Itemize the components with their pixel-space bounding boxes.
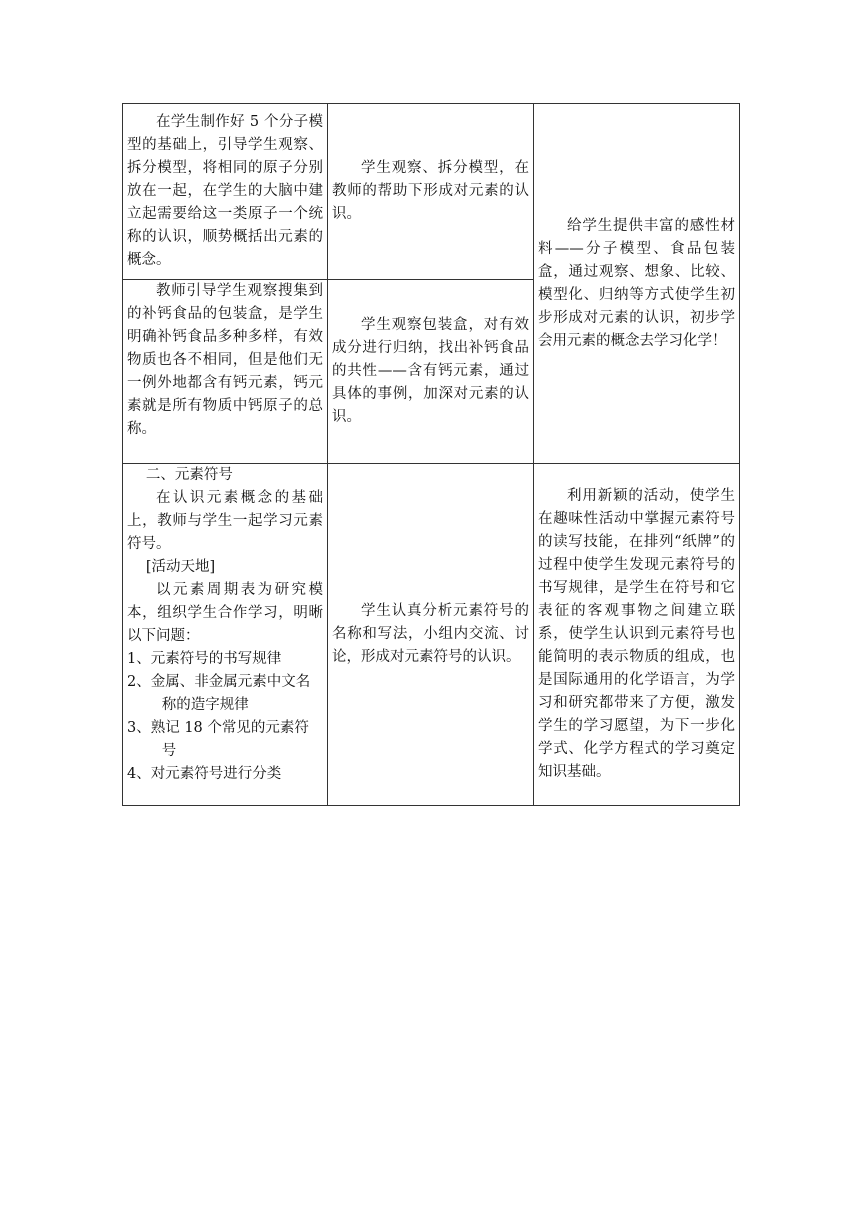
teacher-activity-cell bbox=[123, 104, 328, 280]
design-intent-text: 给学生提供丰富的感性材料——分子模型、食品包装盒，通过观察、想象、比较、模型化、归纳等方式使学生初步形成对元素的认识，初步学会用元素的概念去学习化学！ bbox=[538, 217, 735, 349]
list-item: 2、金属、非金属元素中文名称的造字规律 bbox=[127, 674, 311, 713]
activity-label: [活动天地] bbox=[145, 559, 216, 575]
teacher-activity-text: 教师引导学生观察搜集到的补钙食品的包装盒，是学生明确补钙食品多种多样，有效物质也各不相同，但是他们无一例外地都含有钙元素，钙元素就是所有物质中钙原子的总称。 bbox=[127, 283, 323, 437]
design-intent-cell bbox=[534, 104, 740, 464]
list-item: 3、熟记 18 个常见的元素符号 bbox=[127, 720, 309, 759]
teacher-activity-cell bbox=[123, 464, 328, 806]
student-activity-cell bbox=[328, 280, 534, 464]
student-activity-cell bbox=[328, 464, 534, 806]
design-intent-cell bbox=[534, 464, 740, 806]
section-intro: 在认识元素概念的基础上，教师与学生一起学习元素符号。 bbox=[127, 490, 323, 552]
student-activity-text: 学生观察包装盒，对有效成分进行归纳，找出补钙食品的共性——含有钙元素，通过具体的事例，加深对元素的认识。 bbox=[332, 317, 529, 425]
section-heading: 二、元素符号 bbox=[145, 467, 233, 483]
table-row bbox=[123, 104, 740, 280]
activity-task: 以元素周期表为研究模本，组织学生合作学习，明晰以下问题： bbox=[127, 582, 323, 644]
student-activity-cell bbox=[328, 104, 534, 280]
design-intent-text: 利用新颖的活动，使学生在趣味性活动中掌握元素符号的读写技能，在排列“纸牌”的过程中使学生发现元素符号的书写规律，是学生在符号和它表征的客观事物之间建立联系，使学生认识到元素符号也能简明的表示物质的组成，也是国际通用的化学语言，为学习和研究都带来了方便，激发学生的学习愿望，为下一步化学式、化学方程式的学习奠定知识基础。 bbox=[538, 488, 735, 780]
list-item: 4、对元素符号进行分类 bbox=[127, 766, 282, 782]
student-activity-text: 学生观察、拆分模型，在教师的帮助下形成对元素的认识。 bbox=[332, 160, 529, 222]
teacher-activity-cell bbox=[123, 280, 328, 464]
lesson-plan-table bbox=[122, 103, 740, 806]
student-activity-text: 学生认真分析元素符号的名称和写法，小组内交流、讨论，形成对元素符号的认识。 bbox=[332, 603, 529, 665]
list-item: 1、元素符号的书写规律 bbox=[127, 651, 282, 667]
table-row bbox=[123, 464, 740, 806]
teacher-activity-text: 在学生制作好 5 个分子模型的基础上，引导学生观察、拆分模型，将相同的原子分别放在一起，在学生的大脑中建立起需要给这一类原子一个统称的认识，顺势概括出元素的概念。 bbox=[127, 114, 323, 268]
